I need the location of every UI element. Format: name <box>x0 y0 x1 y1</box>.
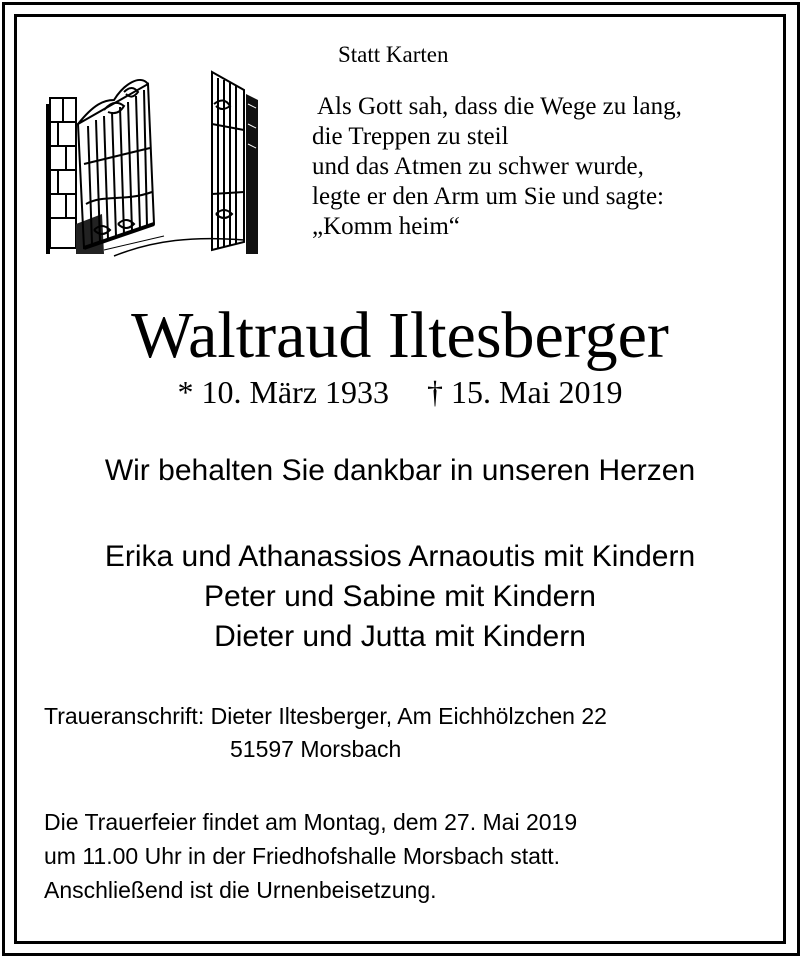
address-line: Traueranschrift: Dieter Iltesberger, Am Eichhölzchen 22 <box>44 703 607 729</box>
funeral-notice <box>44 805 577 907</box>
statt-karten-label: Statt Karten <box>338 42 449 67</box>
open-garden-gate-icon <box>44 64 262 260</box>
mourner-line: Peter und Sabine mit Kindern <box>204 580 596 613</box>
mourners-list <box>0 537 800 657</box>
poem-line: „Komm heim“ <box>312 213 460 240</box>
poem <box>312 92 682 242</box>
poem-line: die Treppen zu steil <box>312 123 509 150</box>
mourner-line: Erika und Athanassios Arnaoutis mit Kindern <box>104 540 696 573</box>
death-date: † 15. Mai 2019 <box>426 374 623 410</box>
mourning-address <box>44 700 607 766</box>
funeral-line: Anschließend ist die Urnenbeisetzung. <box>44 877 437 903</box>
poem-line: und das Atmen zu schwer wurde, <box>312 153 644 180</box>
thanks-line: Wir behalten Sie dankbar in unseren Herzen <box>104 454 696 487</box>
mourner-line: Dieter und Jutta mit Kindern <box>214 620 586 653</box>
funeral-line: Die Trauerfeier findet am Montag, dem 27. Mai 2019 <box>44 809 578 835</box>
poem-line: legte er den Arm um Sie und sagte: <box>312 183 665 210</box>
deceased-name: Waltraud Iltesberger <box>131 299 669 372</box>
address-city: 51597 Morsbach <box>230 736 402 762</box>
birth-date: * 10. März 1933 <box>177 374 389 410</box>
funeral-line: um 11.00 Uhr in der Friedhofshalle Morsbach statt. <box>44 843 561 869</box>
life-dates <box>0 374 800 411</box>
poem-line: Als Gott sah, dass die Wege zu lang, <box>317 93 682 120</box>
